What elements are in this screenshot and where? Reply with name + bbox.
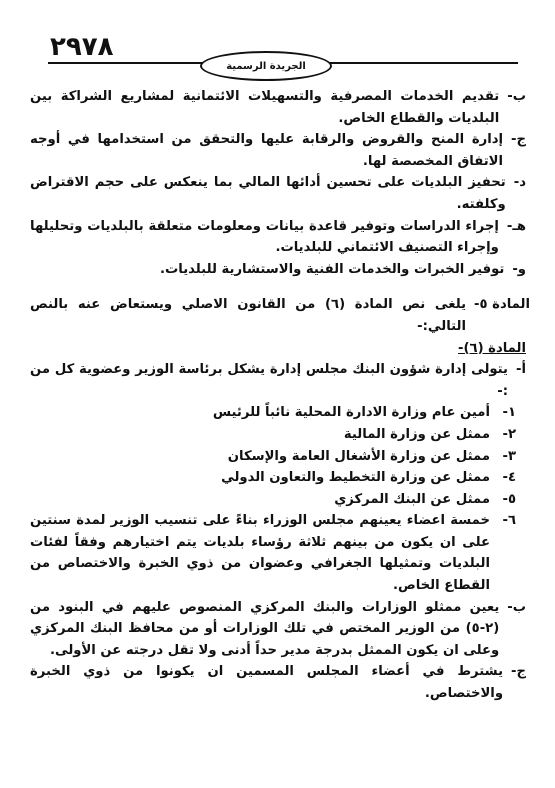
member-text: ممثل عن وزارة المالية <box>343 426 490 442</box>
member-item <box>30 467 516 489</box>
document-body <box>30 86 530 705</box>
item-marker: هـ- <box>506 218 526 234</box>
list-item <box>30 216 526 259</box>
item-text: إجراء الدراسات وتوفير قاعدة بيانات ومعلومات متعلقة بالبلديات وتحليلها وإجراء التصنيف الائتماني للبلديات. <box>30 218 499 256</box>
item-marker: و- <box>512 261 526 277</box>
new-article-block <box>30 338 530 705</box>
list-item <box>30 86 526 129</box>
item-text: تحفيز البلديات على تحسين أدائها المالي بما ينعكس على حجم الاقتراض وكلفته. <box>30 175 506 212</box>
item-text: إدارة المنح والقروض والرقابة عليها والتحقق من استخدامها في أوجه الاتفاق المخصصة لها. <box>30 132 504 169</box>
item-text: يشترط في أعضاء المجلس المسمين ان يكونوا من ذوي الخبرة والاختصاص. <box>30 664 504 702</box>
member-item <box>30 489 516 511</box>
member-item <box>30 510 516 596</box>
member-text: ممثل عن وزارة الأشغال العامة والإسكان <box>227 448 490 464</box>
member-number: ٢- <box>502 426 516 442</box>
article-item-c <box>30 661 526 704</box>
item-marker: أ- <box>516 362 526 378</box>
item-text: توفير الخبرات والخدمات الفنية والاستشارية للبلديات. <box>160 261 505 277</box>
article-5 <box>30 294 530 337</box>
new-article-heading: المادة (٦)- <box>457 340 526 356</box>
item-marker: ج- <box>511 664 526 680</box>
page-header <box>0 0 555 80</box>
spacer <box>30 280 530 294</box>
member-text: ممثل عن البنك المركزي <box>334 491 490 507</box>
item-marker: ب- <box>507 599 526 615</box>
item-text: تقديم الخدمات المصرفية والتسهيلات الائتمانية لمشاريع الشراكة بين البلديات والقطاع الخاص. <box>30 89 500 126</box>
member-number: ٦- <box>502 513 516 529</box>
item-text: يعين ممثلو الوزارات والبنك المركزي المنصوص عليهم في البنود من (٢-٥) من الوزير المختص في تلك الوزارات أو من محافظ البنك المركزي وعلى ان يكون الممثل بدرجة مدير حداً أدنى ولا تقل درجته عن الأولى. <box>30 599 500 658</box>
member-number: ١- <box>502 405 516 421</box>
list-item <box>30 129 526 172</box>
item-marker: ج- <box>511 132 526 148</box>
member-item <box>30 424 516 446</box>
list-item <box>30 259 526 281</box>
page-number: ٢٩٧٨ <box>50 32 114 62</box>
members-list <box>30 402 526 596</box>
item-text: يتولى إدارة شؤون البنك مجلس إدارة يشكل برئاسة الوزير وعضوية كل من :- <box>30 362 508 399</box>
member-text: أمين عام وزارة الادارة المحلية نائباً للرئيس <box>212 405 490 421</box>
member-text: ممثل عن وزارة التخطيط والتعاون الدولي <box>221 470 490 486</box>
article-label: المادة ٥- <box>474 297 530 313</box>
member-number: ٣- <box>502 448 516 464</box>
item-marker: ب- <box>507 89 526 104</box>
article-item-a <box>30 359 526 402</box>
member-text: خمسة اعضاء يعينهم مجلس الوزراء بناءً على تنسيب الوزير لمدة سنتين على ان يكون من بينهم ثلاثة رؤساء بلديات يتم اختيارهم وفقاً لفئات البلديات وتمثيلها الجغرافي وعضوان من ذوي الخبرة والاختصاص من القطاع الخاص. <box>30 513 490 594</box>
member-item <box>30 446 516 468</box>
list-item <box>30 172 526 215</box>
member-item <box>30 402 516 424</box>
gazette-title-oval: الجريدة الرسمية <box>200 51 332 81</box>
member-number: ٤- <box>502 470 516 486</box>
section1-list <box>30 86 530 280</box>
item-marker: د- <box>513 175 526 191</box>
article-item-b <box>30 597 526 662</box>
member-number: ٥- <box>502 491 516 507</box>
article-text: يلغى نص المادة (٦) من القانون الاصلي ويستعاض عنه بالنص التالي:- <box>30 297 467 334</box>
